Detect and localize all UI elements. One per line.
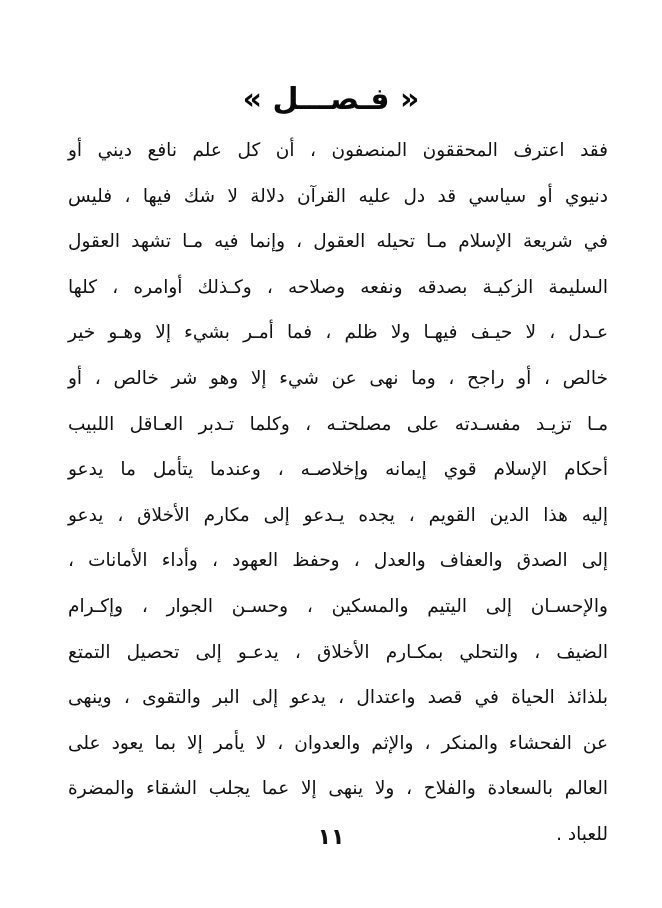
text-line: فقد اعترف المحققون المنصفون ، أن كل علم نافع ديني أو xyxy=(68,140,608,161)
text-line: الضيف ، والتحلي بمكـارم الأخلاق ، يدعـو إلى تحصيل التمتع xyxy=(68,641,608,663)
text-line: دنيوي أو سياسي قد دل عليه القرآن دلالة لا شك فيها ، فليس xyxy=(68,185,608,207)
text-line: إليه هذا الدين القويم ، يجده يـدعو إلى مكارم الأخلاق ، يدعو xyxy=(68,504,608,526)
text-line: عن الفحشاء والمنكر ، والإثم والعدوان ، لا يأمر إلا بما يعود على xyxy=(68,732,608,754)
text-line: مـا تزيـد مفسـدته على مصلحتـه ، وكلما تـدبر العـاقل اللبيب xyxy=(68,413,608,435)
text-line: عـدل ، لا حيـف فيهـا ولا ظلم ، فما أمـر بشيء إلا وهـو خير xyxy=(68,322,608,344)
text-line: أحكام الإسلام قوي إيمانه وإخلاصـه ، وعندما يتأمل ما يدعو xyxy=(68,459,608,481)
text-line: خالص ، أو راجح ، وما نهى عن شيء إلا وهو شر خالص ، أو xyxy=(68,367,608,389)
body-paragraph xyxy=(68,128,608,858)
text-line: بلذائذ الحياة في قصد واعتدال ، يدعو إلى البر والتقوى ، وينهى xyxy=(68,687,608,709)
text-line: العالم بالسعادة والفلاح ، ولا ينهى إلا عما يجلب الشقاء والمضرة xyxy=(68,778,608,800)
text-line: السليمة الزكيـة بصدقه ونفعه وصلاحه ، وكـذلك أوامره ، كلها xyxy=(68,276,608,298)
page-number: ١١ xyxy=(317,825,345,850)
text-line: في شريعة الإسلام مـا تحيله العقول ، وإنما فيه مـا تشهد العقول xyxy=(68,231,608,253)
text-line: إلى الصدق والعفاف والعدل ، وحفظ العهود ، وأداء الأمانات ، xyxy=(68,550,608,572)
text-line: للعباد . xyxy=(556,823,608,845)
section-heading: « فـصـــل » xyxy=(242,82,420,117)
text-line: والإحسـان إلى اليتيم والمسكين ، وحسـن الجوار ، وإكـرام xyxy=(68,595,608,617)
